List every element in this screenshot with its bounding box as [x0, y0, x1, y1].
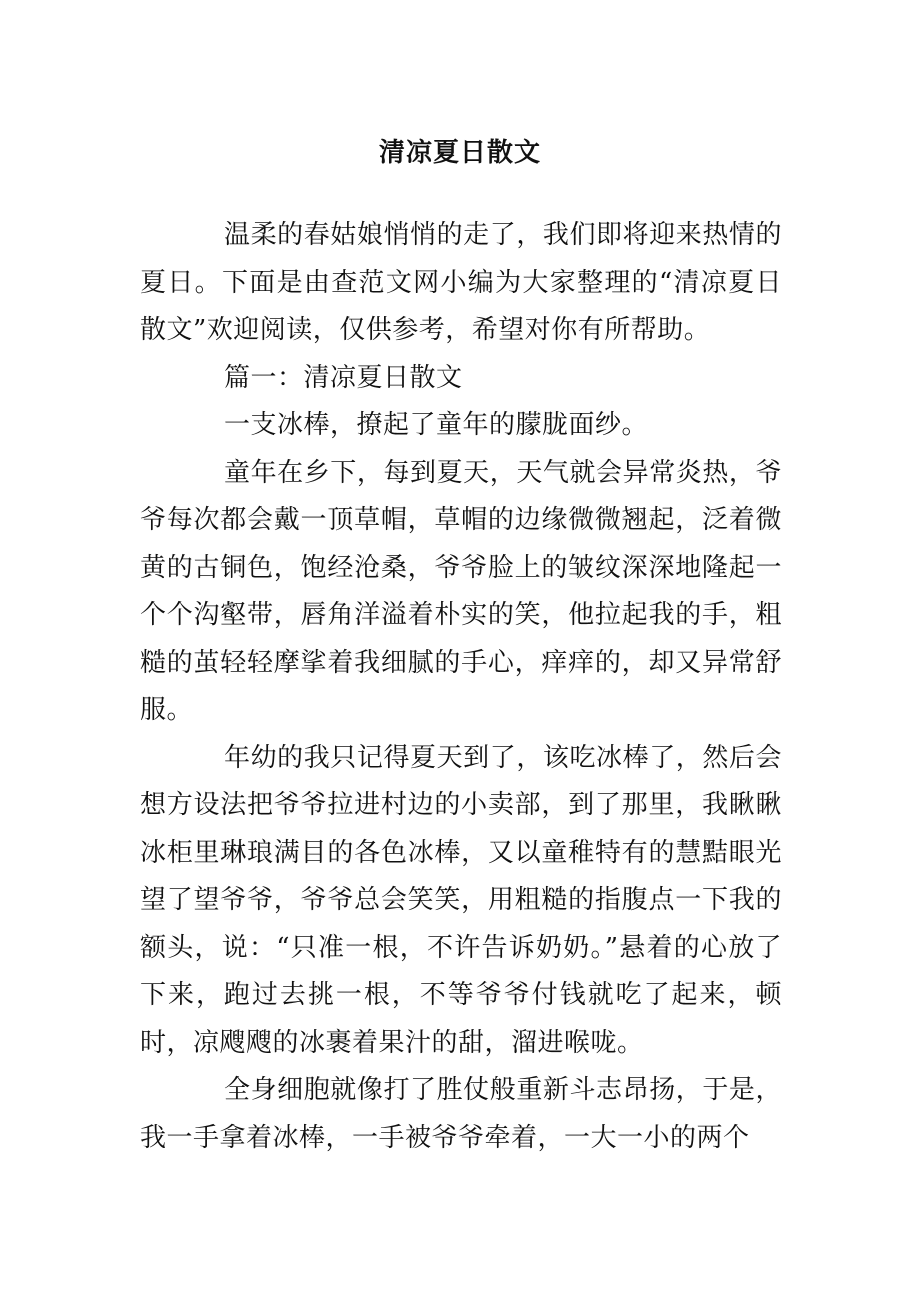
document-body	[140, 212, 782, 1162]
document-title: 清凉夏日散文	[378, 138, 541, 169]
paragraph-section-heading: 篇一：清凉夏日散文	[224, 362, 463, 393]
paragraph-continuation: 全身细胞就像打了胜仗般重新斗志昂扬，于是，我一手拿着冰棒，一手被爷爷牵着，一大一小的两个	[140, 1075, 782, 1153]
paragraph-opening-line: 一支冰棒，撩起了童年的朦胧面纱。	[224, 410, 649, 440]
paragraph-intro: 温柔的春姑娘悄悄的走了，我们即将迎来热情的夏日。下面是由查范文网小编为大家整理的“清凉夏日散文”欢迎阅读，仅供参考，希望对你有所帮助。	[140, 220, 782, 345]
paragraph-ice-pop: 年幼的我只记得夏天到了，该吃冰棒了，然后会想方设法把爷爷拉进村边的小卖部，到了那里，我瞅瞅冰柜里琳琅满目的各色冰棒，又以童稚特有的慧黠眼光望了望爷爷，爷爷总会笑笑，用粗糙的指腹点一下我的额头，说：“只准一根，不许告诉奶奶。”悬着的心放了下来，跑过去挑一根，不等爷爷付钱就吃了起来，顿时，凉飕飕的冰裹着果汁的甜，溜进喉咙。	[140, 742, 782, 1058]
paragraph-childhood: 童年在乡下，每到夏天，天气就会异常炎热，爷爷每次都会戴一顶草帽，草帽的边缘微微翘起，泛着微黄的古铜色，饱经沧桑，爷爷脸上的皱纹深深地隆起一个个沟壑带，唇角洋溢着朴实的笑，他拉起我的手，粗糙的茧轻轻摩挲着我细腻的手心，痒痒的，却又异常舒服。	[140, 457, 782, 725]
